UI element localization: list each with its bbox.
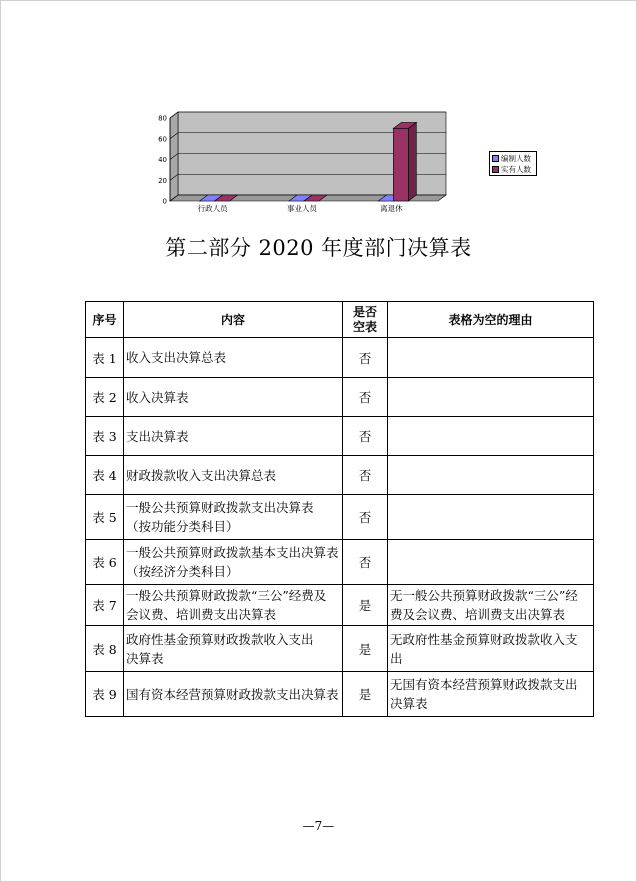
row-content: 收入支出决算总表	[124, 338, 343, 378]
table-header-row	[86, 302, 594, 338]
row-no: 表 8	[86, 626, 124, 672]
bar-front	[393, 128, 408, 201]
y-tick-label: 40	[158, 156, 167, 164]
legend-label-series-2: 实有人数	[501, 165, 531, 174]
row-empty-flag: 是	[343, 585, 388, 626]
row-empty-flag: 否	[343, 417, 388, 456]
row-reason: 无一般公共预算财政拨款“三公”经 费及会议费、培训费支出决算表	[388, 585, 594, 626]
row-no: 表 2	[86, 378, 124, 417]
table-row	[86, 585, 594, 626]
row-content: 政府性基金预算财政拨款收入支出 决算表	[124, 626, 343, 672]
x-category-label: 行政人员	[197, 204, 228, 213]
section-title: 第二部分 2020 年度部门决算表	[165, 236, 472, 260]
row-content: 收入决算表	[124, 378, 343, 417]
row-no: 表 1	[86, 338, 124, 378]
row-no: 表 3	[86, 417, 124, 456]
row-reason	[388, 495, 594, 540]
row-empty-flag: 否	[343, 495, 388, 540]
row-reason: 无国有资本经营预算财政拨款支出 决算表	[388, 672, 594, 717]
row-content: 一般公共预算财政拨款基本支出决算表 （按经济分类科目）	[124, 540, 343, 585]
row-no: 表 7	[86, 585, 124, 626]
row-empty-flag: 否	[343, 456, 388, 495]
row-no: 表 6	[86, 540, 124, 585]
row-empty-flag: 是	[343, 672, 388, 717]
row-content: 财政拨款收入支出决算总表	[124, 456, 343, 495]
row-reason	[388, 338, 594, 378]
table-row	[86, 540, 594, 585]
row-reason	[388, 417, 594, 456]
y-tick-label: 80	[158, 114, 167, 123]
legend-item-series-1	[492, 153, 534, 164]
row-no: 表 4	[86, 456, 124, 495]
row-reason	[388, 540, 594, 585]
table-row	[86, 626, 594, 672]
table-row	[86, 338, 594, 378]
legend-item-series-2	[492, 164, 534, 175]
table-row	[86, 378, 594, 417]
row-no: 表 5	[86, 495, 124, 540]
row-content: 一般公共预算财政拨款支出决算表 （按功能分类科目）	[124, 495, 343, 540]
row-reason: 无政府性基金预算财政拨款收入支 出	[388, 626, 594, 672]
y-tick-label: 20	[158, 176, 167, 185]
row-content: 一般公共预算财政拨款“三公”经费及 会议费、培训费支出决算表	[124, 585, 343, 626]
legend-swatch-series-1	[492, 155, 499, 162]
table-row	[86, 456, 594, 495]
x-category-label: 离退休	[380, 204, 403, 213]
row-content: 国有资本经营预算财政拨款支出决算表	[124, 672, 343, 717]
x-category-label: 事业人员	[287, 204, 317, 213]
chart-legend	[489, 151, 537, 176]
personnel-bar-chart	[150, 108, 450, 220]
row-empty-flag: 是	[343, 626, 388, 672]
row-empty-flag: 否	[343, 338, 388, 378]
row-content: 支出决算表	[124, 417, 343, 456]
header-reason: 表格为空的理由	[388, 302, 594, 338]
row-reason	[388, 456, 594, 495]
legend-swatch-series-2	[492, 166, 499, 173]
row-empty-flag: 否	[343, 540, 388, 585]
bar-side	[408, 122, 416, 201]
page-number: —7—	[302, 819, 335, 833]
header-empty: 是否 空表	[343, 302, 388, 338]
header-content: 内容	[124, 302, 343, 338]
row-empty-flag: 否	[343, 378, 388, 417]
header-no: 序号	[86, 302, 124, 338]
row-reason	[388, 378, 594, 417]
table-row	[86, 417, 594, 456]
decision-table-list	[85, 301, 594, 717]
y-tick-label: 0	[162, 197, 167, 206]
legend-label-series-1: 编制人数	[501, 154, 531, 163]
y-tick-label: 60	[158, 135, 167, 144]
row-no: 表 9	[86, 672, 124, 717]
table-body	[86, 338, 594, 717]
table-row	[86, 495, 594, 540]
table-row	[86, 672, 594, 717]
